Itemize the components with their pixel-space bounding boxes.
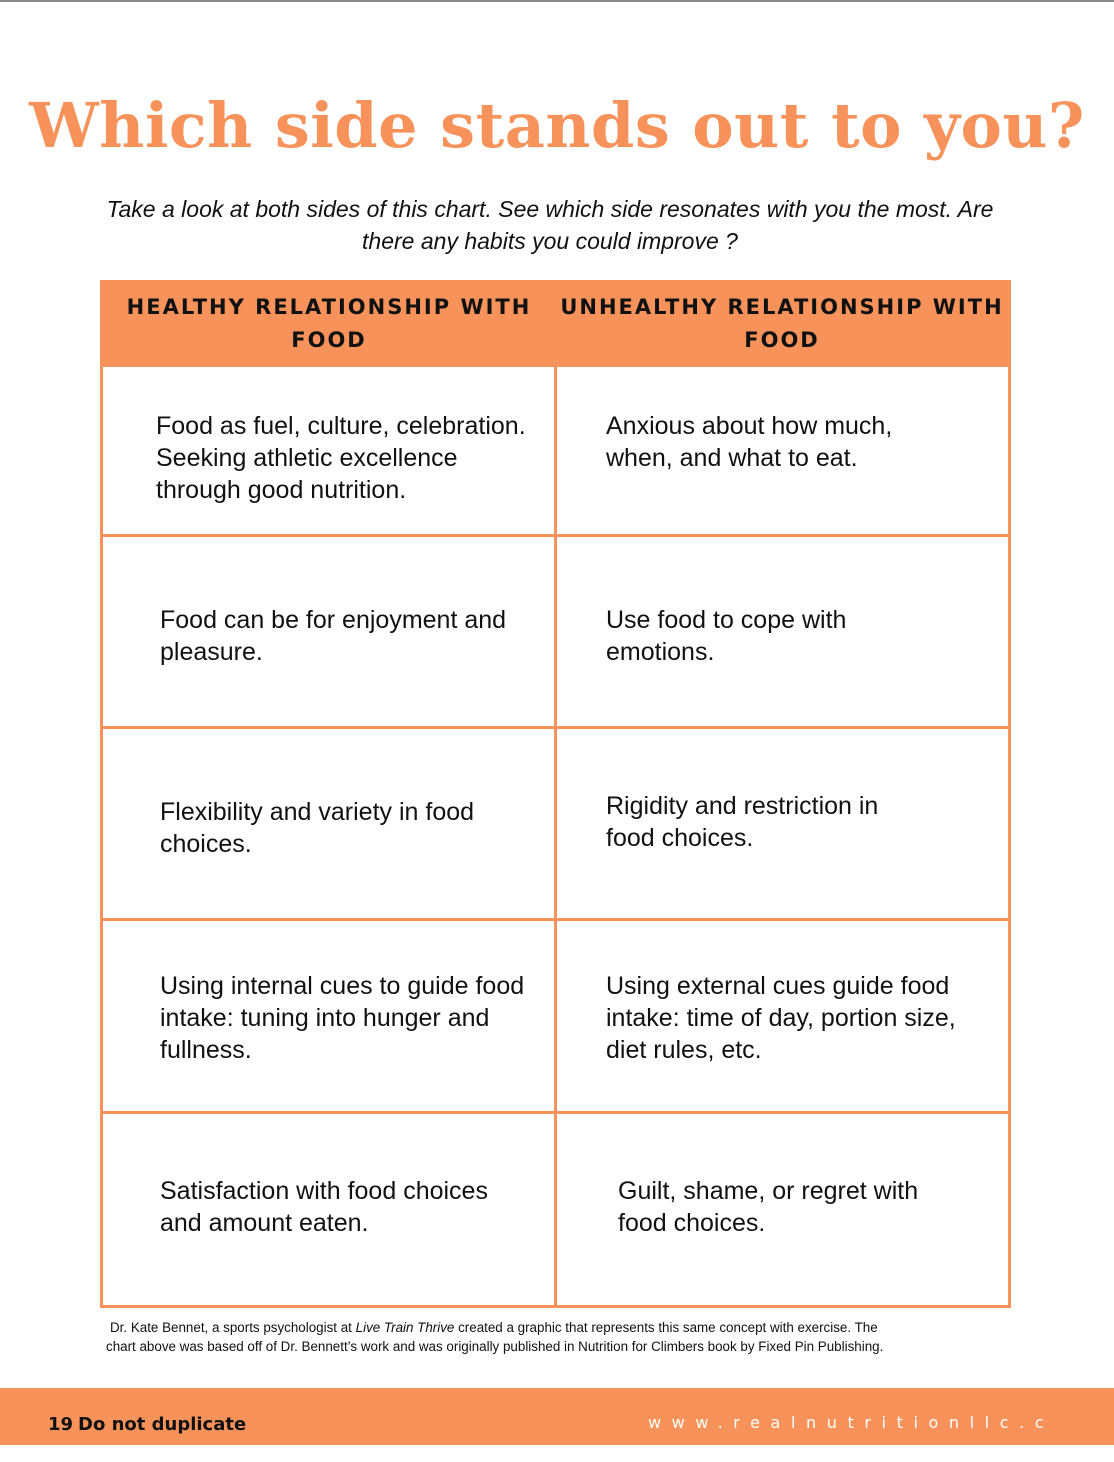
page-title: Which side stands out to you? xyxy=(29,89,1085,162)
page-footer xyxy=(0,1388,1114,1458)
unhealthy-cell-3: Rigidity and restriction in food choices. xyxy=(606,792,879,852)
footnote-line-2: chart above was based off of Dr. Bennett’s work and was originally published in Nutrition for Climbers book by Fixed Pin Publishing. xyxy=(106,1339,884,1354)
top-rule xyxy=(0,0,1114,2)
row-divider xyxy=(103,534,1008,537)
copyright-note: Do not duplicate xyxy=(78,1414,247,1435)
healthy-cell-1: Food as fuel, culture, celebration. Seeking athletic excellence through good nutrition. xyxy=(156,412,526,504)
unhealthy-cell-2: Use food to cope with emotions. xyxy=(606,606,847,666)
unhealthy-cell-4: Using external cues guide food intake: time of day, portion size, diet rules, etc. xyxy=(606,972,956,1064)
page-number: 19 xyxy=(48,1414,74,1435)
website-link[interactable]: www.realnutritionllc.com xyxy=(648,1413,1055,1458)
header-unhealthy: UNHEALTHY RELATIONSHIP WITH FOOD xyxy=(560,295,1004,352)
healthy-cell-2: Food can be for enjoyment and pleasure. xyxy=(160,606,507,666)
footnote-text-end: created a graphic that represents this same concept with exercise. The xyxy=(454,1320,878,1335)
footnote xyxy=(100,1318,1020,1356)
healthy-cell-3: Flexibility and variety in food choices. xyxy=(160,798,475,858)
footnote-text-start: Dr. Kate Bennet, a sports psychologist at xyxy=(110,1320,356,1335)
row-divider xyxy=(103,1111,1008,1114)
column-divider xyxy=(554,367,557,1305)
unhealthy-cell-1: Anxious about how much, when, and what to eat. xyxy=(606,412,893,472)
page-subtitle: Take a look at both sides of this chart. See which side resonates with you the most. Are there any habits you could improve ? xyxy=(106,196,994,254)
header-healthy: HEALTHY RELATIONSHIP WITH FOOD xyxy=(126,295,532,352)
footnote-line-1 xyxy=(100,1318,1020,1337)
row-divider xyxy=(103,726,1008,729)
table-header-row xyxy=(103,283,1008,367)
comparison-table xyxy=(100,280,1011,1308)
healthy-cell-4: Using internal cues to guide food intake: tuning into hunger and fullness. xyxy=(160,972,525,1064)
footnote-source-title: Live Train Thrive xyxy=(355,1320,455,1335)
row-divider xyxy=(103,918,1008,921)
unhealthy-cell-5: Guilt, shame, or regret with food choices. xyxy=(618,1177,919,1237)
healthy-cell-5: Satisfaction with food choices and amount eaten. xyxy=(160,1177,488,1237)
